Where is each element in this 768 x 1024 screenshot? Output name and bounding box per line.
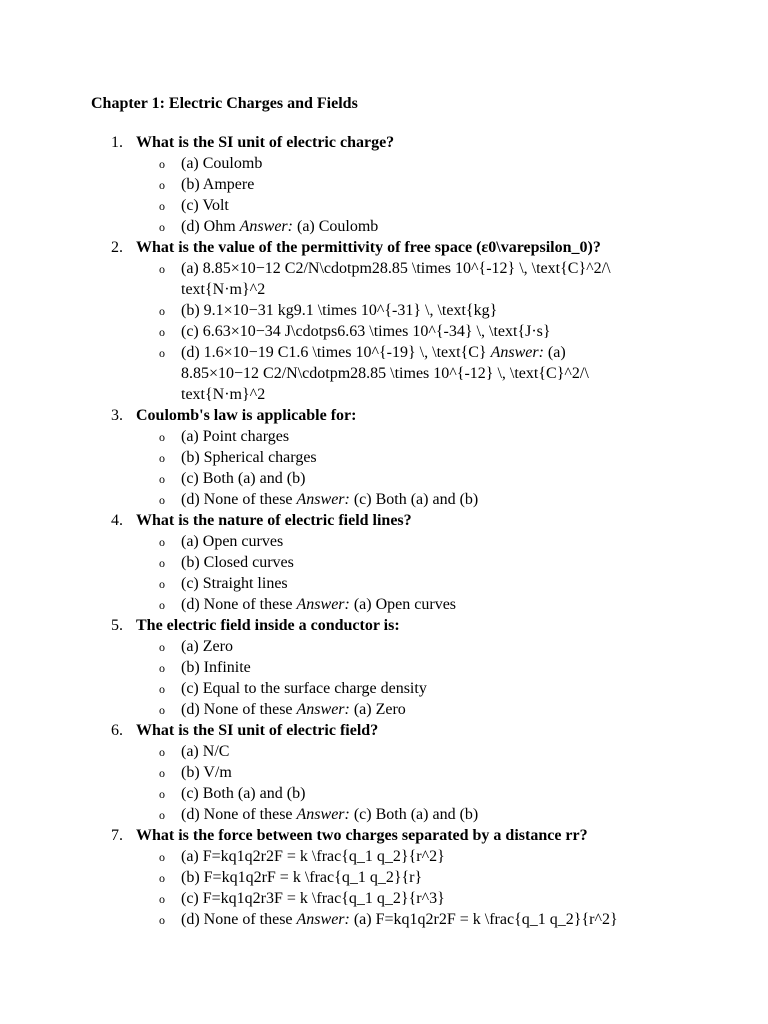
- question-item: [0, 237, 768, 405]
- option-list: [136, 153, 728, 237]
- option-list: [136, 426, 728, 510]
- bullet-icon: o: [159, 157, 165, 171]
- option-text: (d) None of these: [181, 701, 293, 718]
- bullet-icon: o: [159, 262, 165, 276]
- bullet-icon: o: [159, 745, 165, 759]
- bullet-icon: o: [159, 304, 165, 318]
- answer-label: Answer:: [296, 491, 350, 508]
- answer-value: (a) Coulomb: [296, 218, 379, 235]
- question-number: 6.: [111, 722, 123, 739]
- bullet-icon: o: [159, 577, 165, 591]
- question-number: 2.: [111, 239, 123, 256]
- answer-label: Answer:: [296, 911, 350, 928]
- option-text: (a) F=kq1q2r2F = k \frac{q_1 q_2}{r^2}: [181, 848, 445, 865]
- question-text: What is the value of the permittivity of free space (ε0\varepsilon_0)?: [136, 239, 601, 256]
- bullet-icon: o: [159, 787, 165, 801]
- answer-value: (a) Zero: [353, 701, 406, 718]
- bullet-icon: o: [159, 682, 165, 696]
- bullet-icon: o: [159, 871, 165, 885]
- bullet-icon: o: [159, 850, 165, 864]
- chapter-title: Chapter 1: Electric Charges and Fields: [91, 95, 358, 112]
- option-list: [136, 258, 728, 405]
- option-item: [136, 489, 631, 510]
- question-text: What is the nature of electric field lines?: [136, 512, 412, 529]
- option-text: (b) Infinite: [181, 659, 251, 676]
- option-text: (c) Both (a) and (b): [181, 785, 306, 802]
- option-text: (c) Straight lines: [181, 575, 288, 592]
- question-text: What is the SI unit of electric field?: [136, 722, 379, 739]
- option-item: [136, 447, 631, 468]
- option-text: (b) V/m: [181, 764, 232, 781]
- bullet-icon: o: [159, 493, 165, 507]
- answer-value: (a) F=kq1q2r2F = k \frac{q_1 q_2}{r^2}: [353, 911, 618, 928]
- question-text: What is the force between two charges separated by a distance rr?: [136, 827, 588, 844]
- option-item: [136, 657, 631, 678]
- bullet-icon: o: [159, 766, 165, 780]
- question-item: [0, 825, 768, 930]
- option-item: [136, 552, 631, 573]
- option-text: (d) None of these: [181, 491, 293, 508]
- option-text: (c) F=kq1q2r3F = k \frac{q_1 q_2}{r^3}: [181, 890, 445, 907]
- answer-label: Answer:: [296, 806, 350, 823]
- answer-label: Answer:: [296, 701, 350, 718]
- option-text: (d) None of these: [181, 596, 293, 613]
- option-item: [136, 846, 631, 867]
- answer-value: (c) Both (a) and (b): [353, 806, 479, 823]
- option-item: [136, 174, 631, 195]
- answer-label: Answer:: [296, 596, 350, 613]
- option-item: [136, 258, 631, 300]
- option-item: [136, 300, 631, 321]
- option-item: [136, 636, 631, 657]
- question-item: [0, 615, 768, 720]
- question-number: 3.: [111, 407, 123, 424]
- option-list: [136, 531, 728, 615]
- option-list: [136, 636, 728, 720]
- option-text: (c) Equal to the surface charge density: [181, 680, 427, 697]
- answer-label: Answer:: [239, 218, 293, 235]
- bullet-icon: o: [159, 346, 165, 360]
- question-text: The electric field inside a conductor is:: [136, 617, 400, 634]
- option-text: (a) N/C: [181, 743, 230, 760]
- bullet-icon: o: [159, 598, 165, 612]
- option-item: [136, 783, 631, 804]
- option-item: [136, 573, 631, 594]
- question-item: [0, 720, 768, 825]
- option-text: (a) Point charges: [181, 428, 290, 445]
- bullet-icon: o: [159, 808, 165, 822]
- option-text: (a) Coulomb: [181, 155, 263, 172]
- option-item: [136, 909, 631, 930]
- option-item: [136, 153, 631, 174]
- option-text: (d) 1.6×10−19 C1.6 \times 10^{-19} \, \text{C}: [181, 344, 487, 361]
- bullet-icon: o: [159, 892, 165, 906]
- option-item: [136, 762, 631, 783]
- option-item: [136, 867, 631, 888]
- option-text: (d) Ohm: [181, 218, 236, 235]
- bullet-icon: o: [159, 472, 165, 486]
- option-text: (b) Closed curves: [181, 554, 294, 571]
- option-list: [136, 846, 728, 930]
- option-text: (b) Ampere: [181, 176, 255, 193]
- option-item: [136, 699, 631, 720]
- option-item: [136, 678, 631, 699]
- answer-value: (c) Both (a) and (b): [353, 491, 479, 508]
- bullet-icon: o: [159, 199, 165, 213]
- question-item: [0, 405, 768, 510]
- question-text: Coulomb's law is applicable for:: [136, 407, 357, 424]
- bullet-icon: o: [159, 178, 165, 192]
- option-item: [136, 342, 631, 405]
- option-list: [136, 741, 728, 825]
- option-item: [136, 321, 631, 342]
- question-item: [0, 132, 768, 237]
- question-number: 1.: [111, 134, 123, 151]
- bullet-icon: o: [159, 535, 165, 549]
- option-text: (c) Both (a) and (b): [181, 470, 306, 487]
- option-text: (d) None of these: [181, 806, 293, 823]
- option-text: (b) F=kq1q2rF = k \frac{q_1 q_2}{r}: [181, 869, 423, 886]
- option-item: [136, 468, 631, 489]
- bullet-icon: o: [159, 556, 165, 570]
- option-text: (c) 6.63×10−34 J\cdotps6.63 \times 10^{-34} \, \text{J·s}: [181, 323, 551, 340]
- option-item: [136, 594, 631, 615]
- bullet-icon: o: [159, 220, 165, 234]
- question-list: [0, 132, 768, 930]
- option-item: [136, 531, 631, 552]
- bullet-icon: o: [159, 913, 165, 927]
- question-number: 7.: [111, 827, 123, 844]
- option-item: [136, 426, 631, 447]
- answer-value: (a) Open curves: [353, 596, 457, 613]
- option-text: (a) Open curves: [181, 533, 284, 550]
- question-text: What is the SI unit of electric charge?: [136, 134, 395, 151]
- option-item: [136, 741, 631, 762]
- bullet-icon: o: [159, 661, 165, 675]
- option-text: (a) 8.85×10−12 C2/N\cdotpm28.85 \times 10^{-12} \, \text{C}^2/\ text{N·m}^2: [181, 260, 611, 298]
- option-item: [136, 804, 631, 825]
- option-text: (a) Zero: [181, 638, 233, 655]
- option-text: (d) None of these: [181, 911, 293, 928]
- option-text: (c) Volt: [181, 197, 229, 214]
- option-item: [136, 216, 631, 237]
- bullet-icon: o: [159, 703, 165, 717]
- option-text: (b) Spherical charges: [181, 449, 317, 466]
- answer-label: Answer:: [490, 344, 544, 361]
- option-item: [136, 888, 631, 909]
- answer-value: (a) 8.85×10−12 C2/N\cdotpm28.85 \times 10^{-12} \, \text{C}^2/\ text{N·m}^2: [181, 344, 589, 403]
- question-number: 5.: [111, 617, 123, 634]
- option-text: (b) 9.1×10−31 kg9.1 \times 10^{-31} \, \text{kg}: [181, 302, 498, 319]
- bullet-icon: o: [159, 640, 165, 654]
- option-item: [136, 195, 631, 216]
- bullet-icon: o: [159, 325, 165, 339]
- question-number: 4.: [111, 512, 123, 529]
- question-item: [0, 510, 768, 615]
- bullet-icon: o: [159, 451, 165, 465]
- bullet-icon: o: [159, 430, 165, 444]
